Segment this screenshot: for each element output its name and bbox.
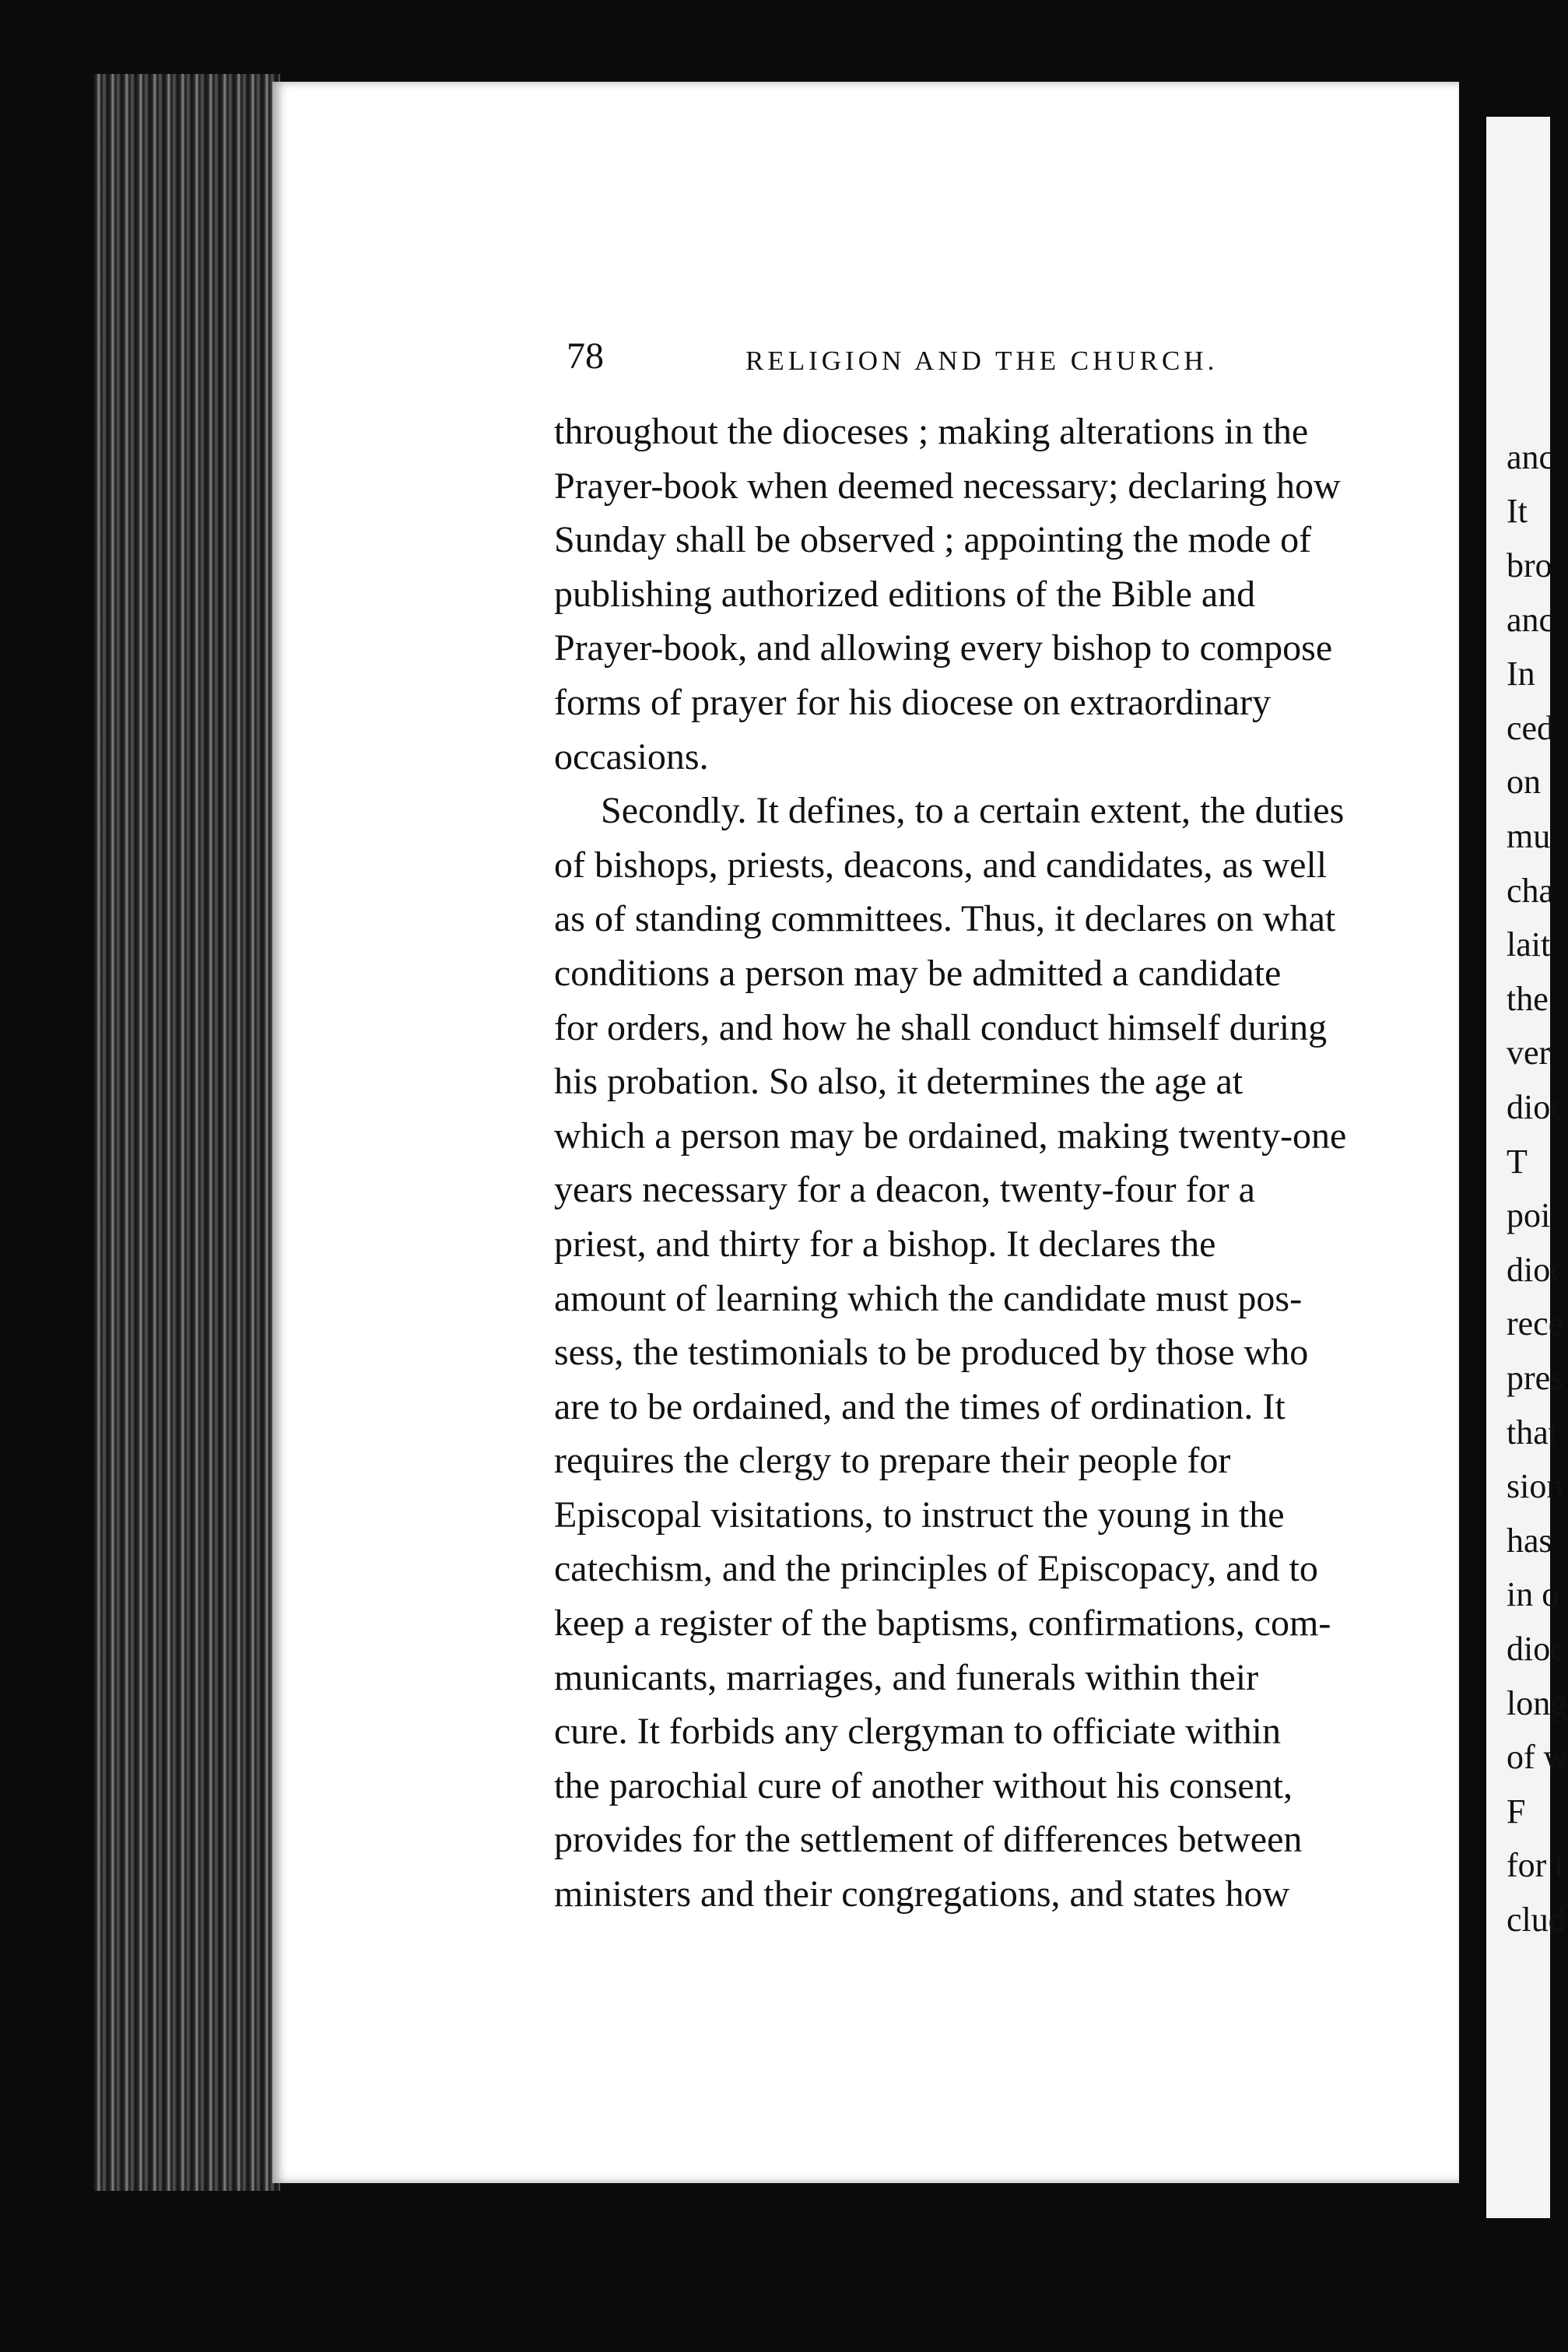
facing-page-fragment: anc — [1507, 438, 1555, 476]
text-line: forms of prayer for his diocese on extraordinary — [554, 681, 1271, 723]
text-line: throughout the dioceses ; making alterations in the — [554, 411, 1309, 452]
text-line: Episcopal visitations, to instruct the young in the — [554, 1494, 1285, 1536]
body-text — [554, 405, 1416, 1922]
facing-page-fragment: lait — [1507, 925, 1551, 964]
text-line: catechism, and the principles of Episcopacy, and to — [554, 1548, 1318, 1590]
facing-page-fragment: dioc — [1507, 1630, 1566, 1668]
facing-page-fragment: for t — [1507, 1846, 1565, 1884]
text-line: occasions. — [554, 735, 709, 778]
text-line: provides for the settlement of differences between — [554, 1819, 1303, 1861]
text-line: Sunday shall be observed ; appointing the mode of — [554, 519, 1312, 561]
page-header — [567, 335, 1345, 389]
facing-page-fragment: ced — [1507, 709, 1555, 747]
facing-page-fragment: F — [1507, 1792, 1526, 1831]
text-line: his probation. So also, it determines the age at — [554, 1061, 1244, 1103]
facing-page-fragment: has — [1507, 1522, 1552, 1560]
text-line: the parochial cure of another without his consent, — [554, 1764, 1293, 1806]
text-line: priest, and thirty for a bishop. It declares the — [554, 1223, 1216, 1265]
text-line: requires the clergy to prepare their people for — [554, 1440, 1231, 1482]
page-number: 78 — [567, 335, 604, 377]
text-line: amount of learning which the candidate must pos- — [554, 1277, 1303, 1319]
facing-page-fragment: bro — [1507, 546, 1552, 584]
text-line: Prayer-book when deemed necessary; declaring how — [554, 465, 1341, 507]
running-head: RELIGION AND THE CHURCH. — [745, 346, 1219, 376]
facing-page-fragment: mu — [1507, 817, 1551, 855]
facing-page-fragment: anc — [1507, 601, 1555, 639]
facing-page-fragment: sion — [1507, 1467, 1564, 1505]
facing-page-fragment: cha — [1507, 872, 1555, 910]
text-line: Prayer-book, and allowing every bishop to compose — [554, 627, 1333, 669]
page-edge — [93, 74, 280, 2191]
text-line: ministers and their congregations, and states how — [554, 1873, 1290, 1915]
text-line: for orders, and how he shall conduct himself during — [554, 1006, 1328, 1048]
facing-page-fragment: dioc — [1507, 1088, 1566, 1126]
facing-page-fragment: of w — [1507, 1738, 1568, 1776]
facing-page-fragment: in o — [1507, 1575, 1559, 1613]
facing-page-fragment: that — [1507, 1413, 1558, 1452]
text-line: cure. It forbids any clergyman to officiate within — [554, 1711, 1281, 1753]
facing-page-fragment: rece — [1507, 1304, 1564, 1343]
facing-page-fragment: It — [1507, 492, 1528, 530]
facing-page-fragment: In — [1507, 655, 1535, 693]
facing-page-fragment: dioc — [1507, 1251, 1566, 1289]
text-line: Secondly. It defines, to a certain extent, the duties — [601, 790, 1345, 832]
text-line: as of standing committees. Thus, it declares on what — [554, 898, 1336, 940]
facing-page-fragment: long — [1507, 1684, 1568, 1722]
facing-page-fragment: poi — [1507, 1196, 1551, 1234]
facing-page-fragment: the — [1507, 980, 1549, 1018]
text-line: which a person may be ordained, making twenty-one — [554, 1115, 1347, 1157]
facing-page-fragment: ver — [1507, 1034, 1551, 1072]
text-line: publishing authorized editions of the Bible and — [554, 573, 1256, 615]
text-line: are to be ordained, and the times of ordination. It — [554, 1385, 1286, 1427]
text-line: of bishops, priests, deacons, and candidates, as well — [554, 844, 1328, 886]
facing-page-fragment: pres — [1507, 1359, 1564, 1397]
facing-page-fragment: on — [1507, 763, 1541, 801]
text-line: conditions a person may be admitted a candidate — [554, 952, 1282, 994]
text-line: years necessary for a deacon, twenty-four for a — [554, 1169, 1255, 1211]
facing-page — [1486, 117, 1568, 2218]
facing-page-fragment: clud — [1507, 1901, 1566, 1939]
facing-page-fragment: T — [1507, 1143, 1528, 1181]
text-line: keep a register of the baptisms, confirmations, com- — [554, 1603, 1331, 1645]
text-line: sess, the testimonials to be produced by those who — [554, 1332, 1309, 1374]
text-line: municants, marriages, and funerals within their — [554, 1656, 1259, 1698]
